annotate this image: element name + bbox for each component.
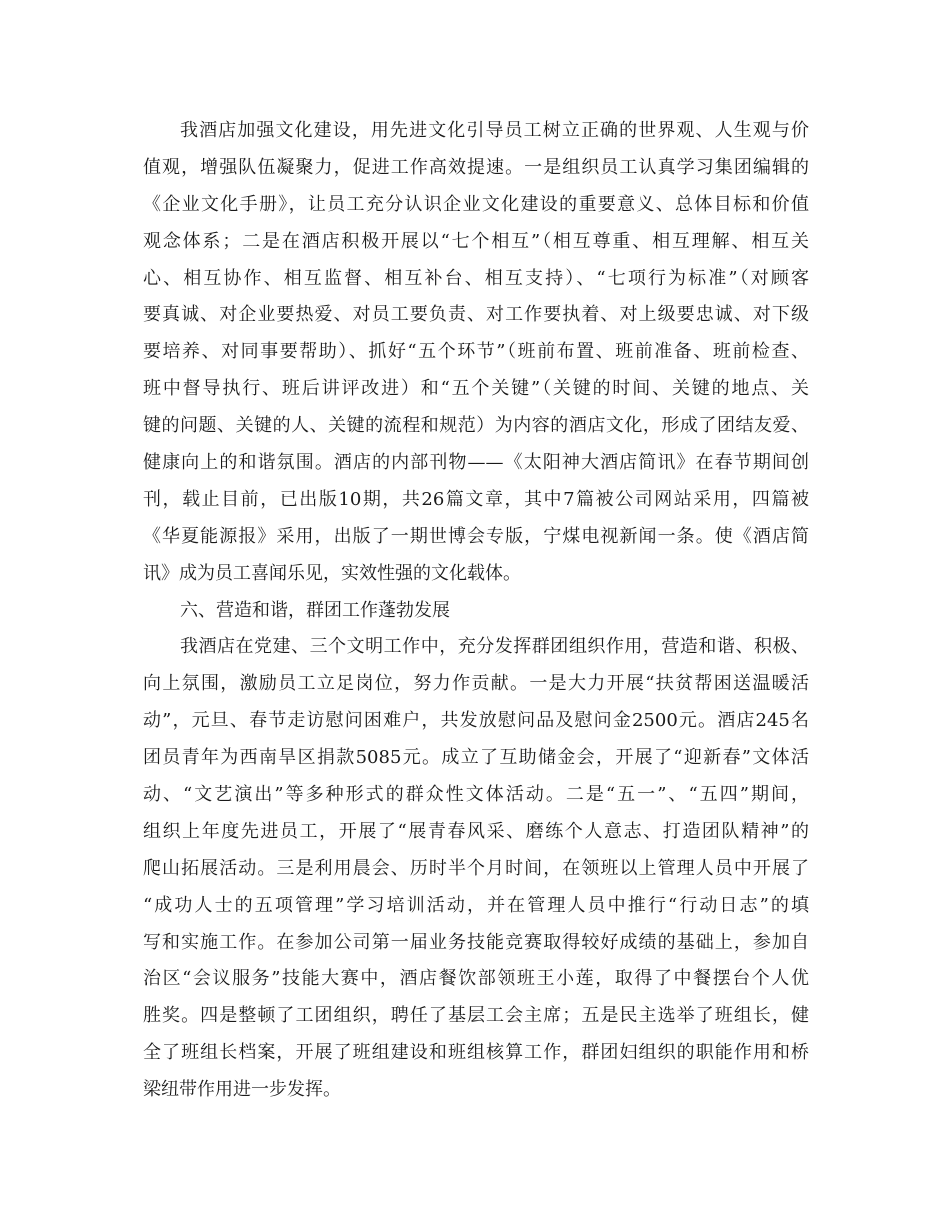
text-line: 动”，元旦、春节走访慰问困难户，共发放慰问品及慰问金2500元。酒店245名 bbox=[143, 710, 809, 732]
text-line: 《华夏能源报》采用，出版了一期世博会专版，宁煤电视新闻一条。使《酒店简 bbox=[143, 525, 809, 547]
text-line: 班中督导执行、班后讲评改进）和“五个关键”（关键的时间、关键的地点、关 bbox=[143, 378, 809, 400]
document-page bbox=[143, 113, 809, 1109]
text-line: 《企业文化手册》，让员工充分认识企业文化建设的重要意义、总体目标和价值 bbox=[143, 193, 809, 215]
text-line: 梁纽带作用进一步发挥。 bbox=[143, 1079, 341, 1101]
text-line: 爬山拓展活动。三是利用晨会、历时半个月时间，在领班以上管理人员中开展了 bbox=[143, 857, 809, 879]
heading-text: 六、营造和谐，群团工作蓬勃发展 bbox=[180, 599, 450, 621]
text-line: 写和实施工作。在参加公司第一届业务技能竞赛取得较好成绩的基础上，参加自 bbox=[143, 931, 809, 953]
text-line: 要培养、对同事要帮助）、抓好“五个环节”（班前布置、班前准备、班前检查、 bbox=[143, 341, 809, 363]
text-line: 健康向上的和谐氛围。酒店的内部刊物——《太阳神大酒店简讯》在春节期间创 bbox=[143, 452, 809, 474]
text-line: 胜奖。四是整顿了工团组织，聘任了基层工会主席；五是民主选举了班组长，健 bbox=[143, 1005, 809, 1027]
text-line: 键的问题、关键的人、关键的流程和规范）为内容的酒店文化，形成了团结友爱、 bbox=[143, 415, 809, 437]
section-heading bbox=[143, 593, 809, 630]
text-line: 我酒店在党建、三个文明工作中，充分发挥群团组织作用，营造和谐、积极、 bbox=[180, 636, 809, 658]
text-line: 观念体系；二是在酒店积极开展以“七个相互”（相互尊重、相互理解、相互关 bbox=[143, 230, 809, 252]
text-line: 动、“文艺演出”等多种形式的群众性文体活动。二是“五一”、“五四”期间， bbox=[143, 784, 809, 806]
text-line: 要真诚、对企业要热爱、对员工要负责、对工作要执着、对上级要忠诚、对下级 bbox=[143, 304, 809, 326]
text-line: 我酒店加强文化建设，用先进文化引导员工树立正确的世界观、人生观与价 bbox=[180, 120, 809, 141]
text-line: 讯》成为员工喜闻乐见，实效性强的文化载体。 bbox=[143, 562, 521, 584]
text-line: 组织上年度先进员工，开展了“展青春风采、磨练个人意志、打造团队精神”的 bbox=[143, 820, 809, 842]
text-line: 全了班组长档案，开展了班组建设和班组核算工作，群团妇组织的职能作用和桥 bbox=[143, 1042, 809, 1064]
text-line: 刊，载止目前，已出版10期，共26篇文章，其中7篇被公司网站采用，四篇被 bbox=[143, 488, 809, 510]
text-line: 治区“会议服务”技能大赛中，酒店餐饮部领班王小莲，取得了中餐摆台个人优 bbox=[143, 968, 809, 990]
text-line: 团员青年为西南旱区捐款5085元。成立了互助储金会，开展了“迎新春”文体活 bbox=[143, 747, 809, 769]
text-line: 向上氛围，激励员工立足岗位，努力作贡献。一是大力开展“扶贫帮困送温暖活 bbox=[143, 673, 809, 695]
text-line: “成功人士的五项管理”学习培训活动，并在管理人员中推行“行动日志”的填 bbox=[143, 894, 809, 916]
paragraph-mass-organizations bbox=[143, 629, 809, 1109]
paragraph-culture bbox=[143, 113, 809, 593]
text-line: 心、相互协作、相互监督、相互补台、相互支持）、“七项行为标准”（对顾客 bbox=[143, 267, 809, 289]
text-line: 值观，增强队伍凝聚力，促进工作高效提速。一是组织员工认真学习集团编辑的 bbox=[143, 156, 809, 178]
